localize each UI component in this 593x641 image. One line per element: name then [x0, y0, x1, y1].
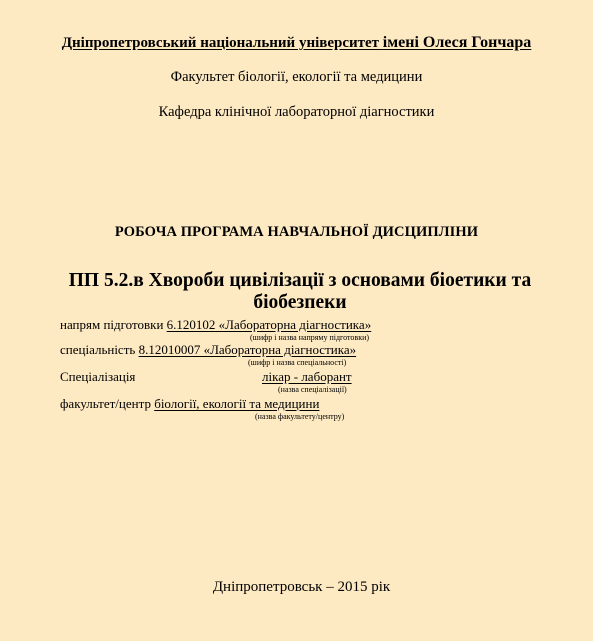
faculty-center-row: [60, 396, 319, 412]
discipline-title: ПП 5.2.в Хвороби цивілізації з основами біоетики та біобезпеки: [68, 270, 532, 313]
faculty-heading: Факультет біології, екології та медицини: [170, 69, 423, 85]
specialization-label: Спеціалізація: [60, 369, 136, 384]
specialization-value: лікар - лаборант: [262, 369, 352, 384]
faculty-center-value: біології, екології та медицини: [154, 396, 320, 411]
direction-label: напрям підготовки: [60, 317, 164, 332]
university-name: [0, 34, 593, 52]
specialty-value: 8.12010007 «Лабораторна діагностика»: [138, 342, 357, 357]
direction-row: [60, 317, 371, 333]
specialization-note: (назва спеціалізації): [278, 385, 347, 394]
direction-value: 6.120102 «Лабораторна діагностика»: [166, 317, 372, 332]
specialty-label: спеціальність: [60, 342, 136, 357]
faculty-center-label: факультет/центр: [60, 396, 151, 411]
university-title: Дніпропетровський національний університет: [61, 35, 380, 51]
specialty-note: (шифр і назва спеціальності): [248, 358, 347, 367]
place-year: Дніпропетровськ – 2015 рік: [212, 579, 391, 595]
specialty-row: [60, 342, 356, 358]
university-honorific: імені Олеся Гончара: [382, 34, 532, 51]
faculty-center-note: (назва факультету/центру): [255, 412, 345, 421]
department-heading: Кафедра клінічної лабораторної діагностики: [158, 104, 435, 120]
program-title: РОБОЧА ПРОГРАМА НАВЧАЛЬНОЇ ДИСЦИПЛІНИ: [114, 224, 479, 240]
direction-note: (шифр і назва напряму підготовки): [250, 333, 370, 342]
specialization-row: [60, 369, 352, 385]
